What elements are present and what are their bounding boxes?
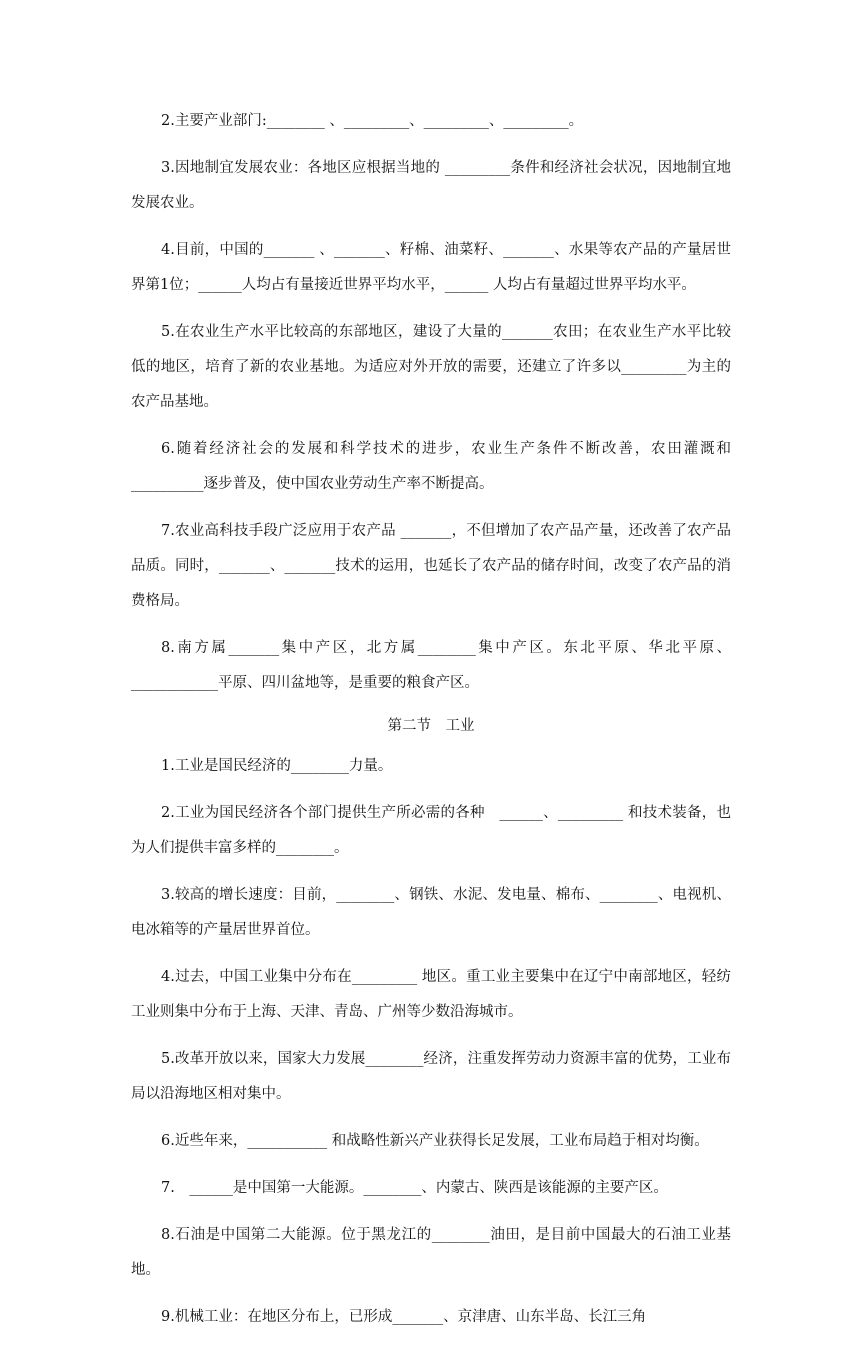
industry-question-7: 7. ______是中国第一大能源。________、内蒙古、陕西是该能源的主要产区。	[161, 1180, 668, 1196]
question-8-grain-regions: 8.南方属_______集中产区，北方属________集中产区。东北平原、华北平原、____________平原、四川盆地等，是重要的粮食产区。	[131, 640, 731, 691]
section-heading: 第二节 工业	[387, 718, 475, 734]
industry-question-6: 6.近些年来，___________ 和战略性新兴产业获得长足发展，工业布局趋于相对均衡。	[161, 1133, 709, 1149]
industry-question-3: 3.较高的增长速度：目前，________、钢铁、水泥、发电量、棉布、________、电视机、电冰箱等的产量居世界首位。	[131, 887, 731, 938]
question-2-main-industries: 2.主要产业部门:________ 、_________、_________、_________。	[161, 113, 584, 129]
industry-question-1: 1.工业是国民经济的________力量。	[161, 758, 393, 774]
industry-question-2: 2.工业为国民经济各个部门提供生产所必需的各种 ______、_________ 和技术装备，也为人们提供丰富多样的________。	[131, 805, 731, 856]
industry-question-8: 8.石油是中国第二大能源。位于黑龙江的________油田，是目前中国最大的石油工业基地。	[131, 1227, 731, 1278]
industry-question-9: 9.机械工业：在地区分布上，已形成_______、京津唐、山东半岛、长江三角	[161, 1309, 647, 1325]
question-4-crop-output: 4.目前，中国的_______ 、_______、籽棉、油菜籽、_______、水果等农产品的产量居世界第1位；______人均占有量接近世界平均水平，______ 人均占有量超过世界平均水平。	[131, 242, 731, 293]
question-7-high-tech: 7.农业高科技手段广泛应用于农产品 _______，不但增加了农产品产量，还改善了农产品品质。同时，_______、_______技术的运用，也延长了农产品的储存时间，改变了农产品的消费格局。	[131, 523, 731, 609]
question-5-farmland-bases: 5.在农业生产水平比较高的东部地区，建设了大量的_______农田；在农业生产水平比较低的地区，培育了新的农业基地。为适应对外开放的需要，还建立了许多以_________为主的农产品基地。	[131, 324, 731, 410]
question-3-local-agriculture: 3.因地制宜发展农业：各地区应根据当地的 _________条件和经济社会状况，因地制宜地发展农业。	[131, 160, 731, 211]
document-page	[131, 104, 731, 1347]
question-6-irrigation: 6.随着经济社会的发展和科学技术的进步，农业生产条件不断改善，农田灌溉和__________逐步普及，使中国农业劳动生产率不断提高。	[131, 441, 731, 492]
industry-question-5: 5.改革开放以来，国家大力发展________经济，注重发挥劳动力资源丰富的优势，工业布局以沿海地区相对集中。	[131, 1051, 731, 1102]
industry-question-4: 4.过去，中国工业集中分布在_________ 地区。重工业主要集中在辽宁中南部地区，轻纺工业则集中分布于上海、天津、青岛、广州等少数沿海城市。	[131, 969, 731, 1020]
